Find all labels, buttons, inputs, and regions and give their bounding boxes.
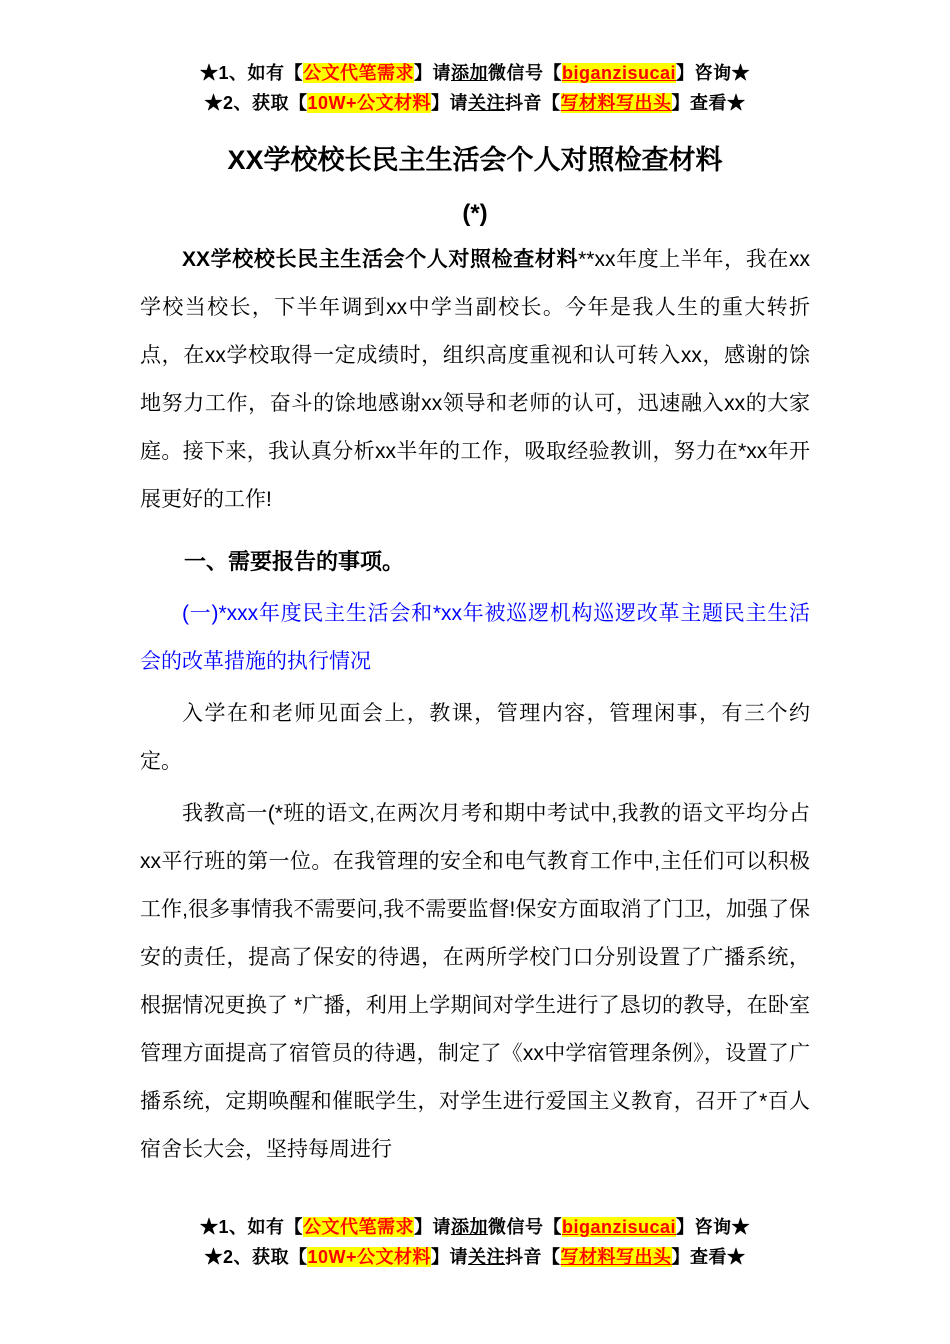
promo-text: 】请 <box>431 93 469 113</box>
promo-highlight-service: 公文代笔需求 <box>302 1217 414 1237</box>
promo-text: ★2、获取【 <box>204 1247 308 1267</box>
promo-text: ★1、如有【 <box>199 63 303 83</box>
promo-footer-line-2 <box>0 1242 950 1272</box>
promo-highlight-materials: 10W+公文材料 <box>307 93 432 113</box>
document-subtitle: (*) <box>462 200 488 227</box>
promo-douyin-id: 写材料写出头 <box>560 93 672 113</box>
promo-underline-add: 添加 <box>450 1217 488 1237</box>
promo-text: 抖音【 <box>505 93 561 113</box>
promo-wechat-id: biganzisucai <box>561 1217 677 1237</box>
promo-text: 】咨询★ <box>676 1217 751 1237</box>
promo-wechat-id: biganzisucai <box>561 63 677 83</box>
promo-douyin-id: 写材料写出头 <box>560 1247 672 1267</box>
promo-text: ★2、获取【 <box>204 93 308 113</box>
paragraph-intro-lead-bold: XX学校校长民主生活会个人对照检查材料 <box>182 248 579 271</box>
paragraph-meeting: 入学在和老师见面会上，教课，管理内容，管理闲事，有三个约定。 <box>140 702 810 773</box>
paragraph-intro <box>140 236 810 524</box>
promo-highlight-materials: 10W+公文材料 <box>307 1247 432 1267</box>
promo-text: ★1、如有【 <box>199 1217 303 1237</box>
promo-text: 】请 <box>413 63 451 83</box>
promo-footer <box>0 1212 950 1272</box>
promo-text: 】咨询★ <box>676 63 751 83</box>
promo-underline-follow: 关注 <box>468 1247 506 1267</box>
promo-text: 微信号【 <box>487 1217 562 1237</box>
document-title: XX学校校长民主生活会个人对照检查材料 <box>227 145 723 175</box>
promo-text: 】请 <box>431 1247 469 1267</box>
document-body <box>0 140 950 1174</box>
promo-header-line-2 <box>0 88 950 118</box>
promo-underline-follow: 关注 <box>468 93 506 113</box>
sub-heading-blue: (一)*xxx年度民主生活会和*xx年被巡逻机构巡逻改革主题民主生活会的改革措施的执行情况 <box>140 602 810 673</box>
promo-underline-add: 添加 <box>450 63 488 83</box>
section-heading-1: 一、需要报告的事项。 <box>184 549 405 574</box>
promo-text: 】查看★ <box>671 1247 746 1267</box>
promo-footer-line-1 <box>0 1212 950 1242</box>
promo-header-line-1 <box>0 58 950 88</box>
promo-header <box>0 0 950 118</box>
promo-text: 微信号【 <box>487 63 562 83</box>
promo-highlight-service: 公文代笔需求 <box>302 63 414 83</box>
promo-text: 抖音【 <box>505 1247 561 1267</box>
paragraph-intro-text: **xx年度上半年，我在xx学校当校长，下半年调到xx中学当副校长。今年是我人生的重大转折点，在xx学校取得一定成绩时，组织高度重视和认可转入xx，感谢的馀地努力工作，奋斗的馀地感谢xx领导和老师的认可，迅速融入xx的大家庭。接下来，我认真分析xx半年的工作，吸取经验教训，努力在*xx年开展更好的工作! <box>140 248 810 511</box>
promo-text: 】查看★ <box>671 93 746 113</box>
promo-text: 】请 <box>413 1217 451 1237</box>
paragraph-work-detail: 我教高一(*班的语文,在两次月考和期中考试中,我教的语文平均分占xx平行班的第一位。在我管理的安全和电气教育工作中,主任们可以积极工作,很多事情我不需要问,我不需要监督!保安方面取消了门卫，加强了保安的责任，提高了保安的待遇，在两所学校门口分别设置了广播系统，根据情况更换了 *广播，利用上学期间对学生进行了恳切的教导，在卧室管理方面提高了宿管员的待遇，制定了《xx中学宿管理条例》，设置了广播系统，定期唤醒和催眠学生，对学生进行爱国主义教育，召开了*百人宿舍长大会，坚持每周进行 <box>140 802 810 1161</box>
